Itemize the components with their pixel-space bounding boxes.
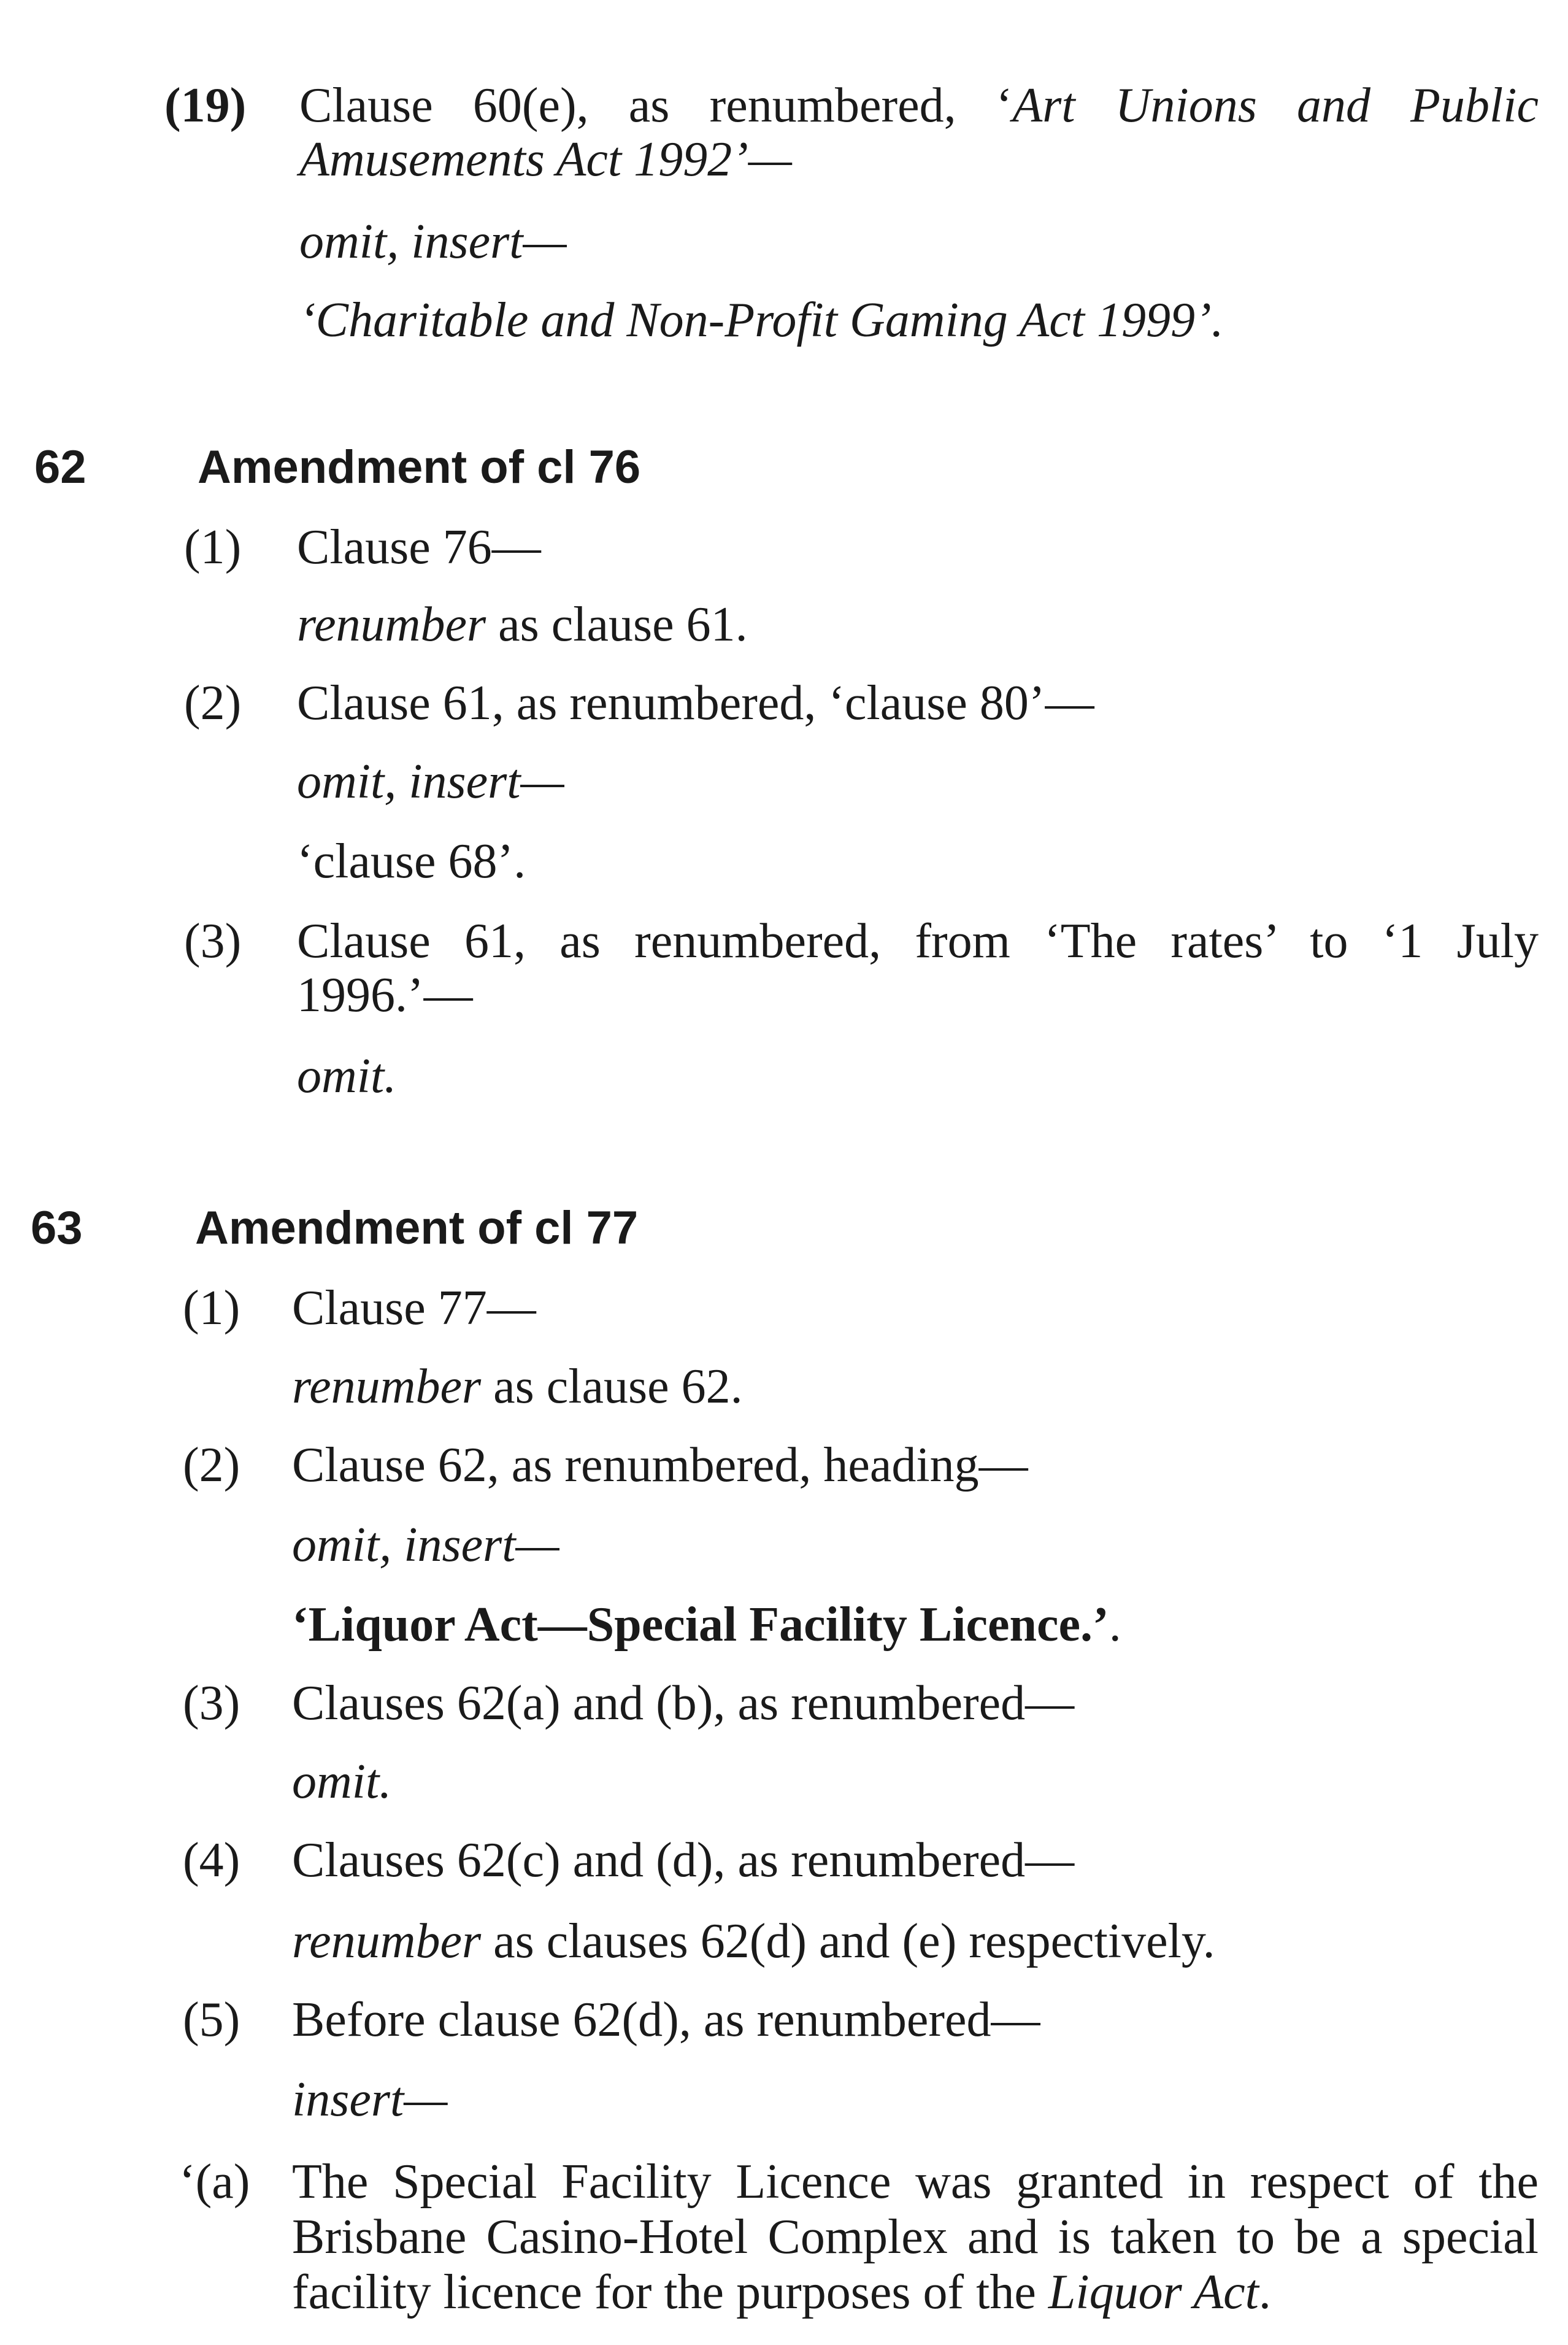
subsection-number: (3) [184,914,242,968]
instruction-renumber: renumber [292,1360,482,1414]
subsection-number: (19) [164,79,247,133]
subsection-number: (1) [184,520,242,574]
act-name-italic: Liquor Act [1048,2265,1259,2319]
text-run: as clauses 62(d) and (e) respectively. [481,1914,1215,1968]
text-run: Clause 60(e), as renumbered, ‘ [299,79,1013,133]
subsection-text: Clause 62, as renumbered, heading— [292,1438,1028,1492]
replacement-heading-bold: ‘Liquor Act—Special Facility Licence.’ [292,1598,1109,1652]
subsection-number: (5) [183,1993,240,2047]
subsection-number: (4) [183,1833,240,1887]
text-run: Brisbane Casino-Hotel Complex and is taken to be a special [292,2210,1539,2264]
act-name-italic: Amusements Act 1992’— [299,133,792,187]
instruction-insert: insert— [292,2073,448,2127]
subsection-text-line [297,912,1539,971]
instruction-line [292,1912,1215,1971]
instruction-renumber: renumber [292,1914,482,1968]
instruction-line [297,595,748,654]
subsection-text: Before clause 62(d), as renumbered— [292,1993,1040,2047]
subsection-text: Clauses 62(a) and (b), as renumbered— [292,1676,1075,1730]
subsection-text: Clause 61, as renumbered, ‘clause 80’— [297,676,1094,730]
text-run: . [1258,2265,1271,2319]
subsection-number: (2) [184,676,242,730]
paragraph-number: ‘(a) [179,2155,250,2209]
instruction-omit: omit. [292,1755,392,1809]
replacement-text: ‘Charitable and Non-Profit Gaming Act 1999’. [299,293,1224,347]
subsection-text: Clauses 62(c) and (d), as renumbered— [292,1833,1075,1887]
subsection-text: Clause 77— [292,1281,536,1335]
replacement-heading [292,1595,1121,1654]
replacement-text: ‘clause 68’. [297,834,526,888]
act-name-italic: Art Unions and Public [1012,79,1539,133]
instruction-omit: omit. [297,1049,397,1103]
subsection-number: (1) [183,1281,240,1335]
text-run: facility licence for the purposes of the [292,2265,1048,2319]
text-run: as clause 61. [486,598,748,652]
text-run: as clause 62. [481,1360,743,1414]
text-run: . [1109,1598,1121,1652]
subsection-text: 1996.’— [297,968,473,1022]
instruction-renumber: renumber [297,598,486,652]
subsection-text: Clause 76— [297,520,541,574]
paragraph-text-line [292,2208,1539,2266]
instruction-omit-insert: omit, insert— [292,1518,559,1572]
text-run: The Special Facility Licence was granted in respect of the [292,2155,1539,2209]
paragraph-text-line [292,2263,1271,2322]
subsection-number: (2) [183,1438,240,1492]
instruction-omit-insert: omit, insert— [297,755,564,809]
instruction-line [292,1357,743,1416]
section-number: 62 [34,441,86,493]
section-heading: Amendment of cl 77 [195,1202,639,1254]
section-heading: Amendment of cl 76 [198,441,641,493]
instruction-omit-insert: omit, insert— [299,215,567,269]
paragraph-text-line [292,2152,1539,2211]
subsection-number: (3) [183,1676,240,1730]
section-number: 63 [31,1202,83,1254]
text-run: Clause 61, as renumbered, from ‘The rates’ to ‘1 July [297,914,1539,968]
subsection-text-line [299,76,1539,135]
